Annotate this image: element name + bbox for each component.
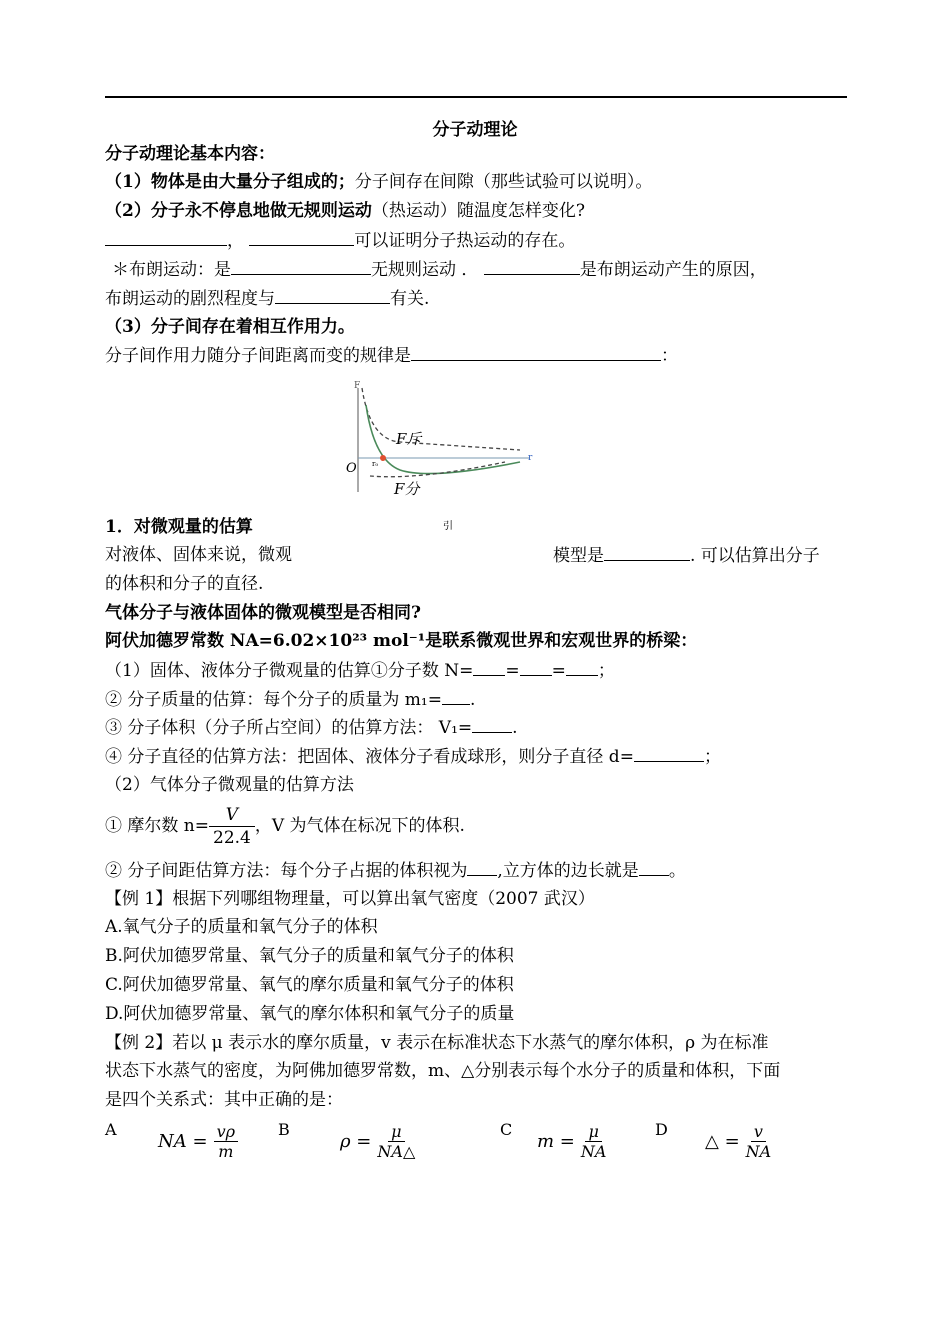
origin-label: O [346,461,357,476]
blank [604,544,690,561]
section-basic: 分子动理论基本内容： [105,144,275,164]
example-1-option-d: D.阿伏加德罗常量、氧气的摩尔体积和氧气分子的质量 [105,1004,515,1024]
option-d-letter: D [655,1120,668,1139]
estimate-4: ④ 分子直径的估算方法：把固体、液体分子看成球形，则分子直径 d= ； [105,747,721,767]
blank [566,659,598,676]
repulsive-label: F斥 [396,430,422,448]
item-1: （1）物体是由大量分子组成的；分子间存在间隙（那些试验可以说明）。 [105,172,653,192]
blank [105,229,227,246]
distance-estimate: ② 分子间距估算方法：每个分子占据的体积视为 ,立方体的边长就是 。 [105,861,686,881]
brownian-line-2: 布朗运动的剧烈程度与 有关. [105,289,430,309]
sec1-line-1: 对液体、固体来说，微观 [105,545,292,565]
blank [484,258,580,275]
example-1-option-b: B.阿伏加德罗常量、氧气分子的质量和氧气分子的体积 [105,946,514,966]
axis-r-label: r [528,453,533,463]
option-b-letter: B [278,1120,290,1139]
option-c-letter: C [500,1120,513,1139]
blank [520,659,552,676]
header-rule [105,96,847,98]
sec1-line-2: 的体积和分子的直径. [105,574,264,594]
estimate-5: （2）气体分子微观量的估算方法 [105,775,354,795]
gas-question: 气体分子与液体固体的微观模型是否相同? [105,603,421,623]
blank [275,287,390,304]
example-1: 【例 1】根据下列哪组物理量，可以算出氧气密度（2007 武汉） [105,889,595,909]
axis-f-label: F [354,381,361,391]
example-2-line-1: 【例 2】若以 μ 表示水的摩尔质量，v 表示在标准状态下水蒸气的摩尔体积，ρ 为在标准 [105,1033,769,1053]
example-2-line-3: 是四个关系式：其中正确的是： [105,1090,343,1110]
sec1-heading: 1．对微观量的估算 [105,517,253,537]
example-2-line-2: 状态下水蒸气的密度，为阿佛加德罗常数，m、△分别表示每个水分子的质量和体积，下面 [105,1061,781,1081]
page-title: 分子动理论 [432,120,518,140]
force-rule: 分子间作用力随分子间距离而变的规律是 ： [105,346,678,366]
example-1-option-c: C.阿伏加德罗常量、氧气的摩尔质量和氧气分子的体积 [105,975,514,995]
blank [249,229,354,246]
option-a-formula: NA = $\frac{v\rho}{m}$ [158,1122,238,1161]
force-distance-graph [340,380,540,500]
estimate-2: ② 分子质量的估算：每个分子的质量为 m₁= . [105,690,476,710]
blank [411,344,661,361]
brownian-line-1: ＊布朗运动：是 无规则运动 ． 是布朗运动产生的原因， [112,260,767,280]
example-1-option-a: A.氧气分子的质量和氧气分子的体积 [105,917,378,937]
blank [467,859,497,876]
fraction: $\frac{V}{22.4}$ [209,804,255,849]
attractive-label: F分 [394,480,420,498]
blank [442,688,470,705]
blank [472,716,512,733]
option-b-formula: ρ = $\frac{\mu}{NA\triangle}$ [340,1122,416,1161]
blank [231,258,371,275]
r0-label: r₀ [372,460,379,468]
option-c-formula: m = $\frac{\mu}{NA}$ [537,1122,607,1161]
mol-formula: ① 摩尔数 n= $\frac{V}{22.4}$ ，V 为气体在标况下的体积. [105,804,465,848]
option-d-formula: △ = $\frac{v}{NA}$ [705,1122,772,1161]
fill-line-evidence: ， 可以证明分子热运动的存在。 [105,229,575,252]
item-2: （2）分子永不停息地做无规则运动（热运动）随温度怎样变化? [105,201,585,221]
sec1-line-1b: 模型是 . 可以估算出分子 [553,546,820,566]
avogadro-line: 阿伏加德罗常数 NA=6.02×10²³ mol⁻¹是联系微观世界和宏观世界的桥梁： [105,631,698,651]
blank [634,745,704,762]
option-a-letter: A [105,1120,117,1139]
estimate-3: ③ 分子体积（分子所占空间）的估算方法： V₁= . [105,718,518,738]
graph-caption: 引 [443,521,453,532]
blank [639,859,669,876]
estimate-1: （1）固体、液体分子微观量的估算①分子数 N= = = ； [105,661,615,681]
blank [473,659,505,676]
item-3: （3）分子间存在着相互作用力。 [105,317,355,337]
